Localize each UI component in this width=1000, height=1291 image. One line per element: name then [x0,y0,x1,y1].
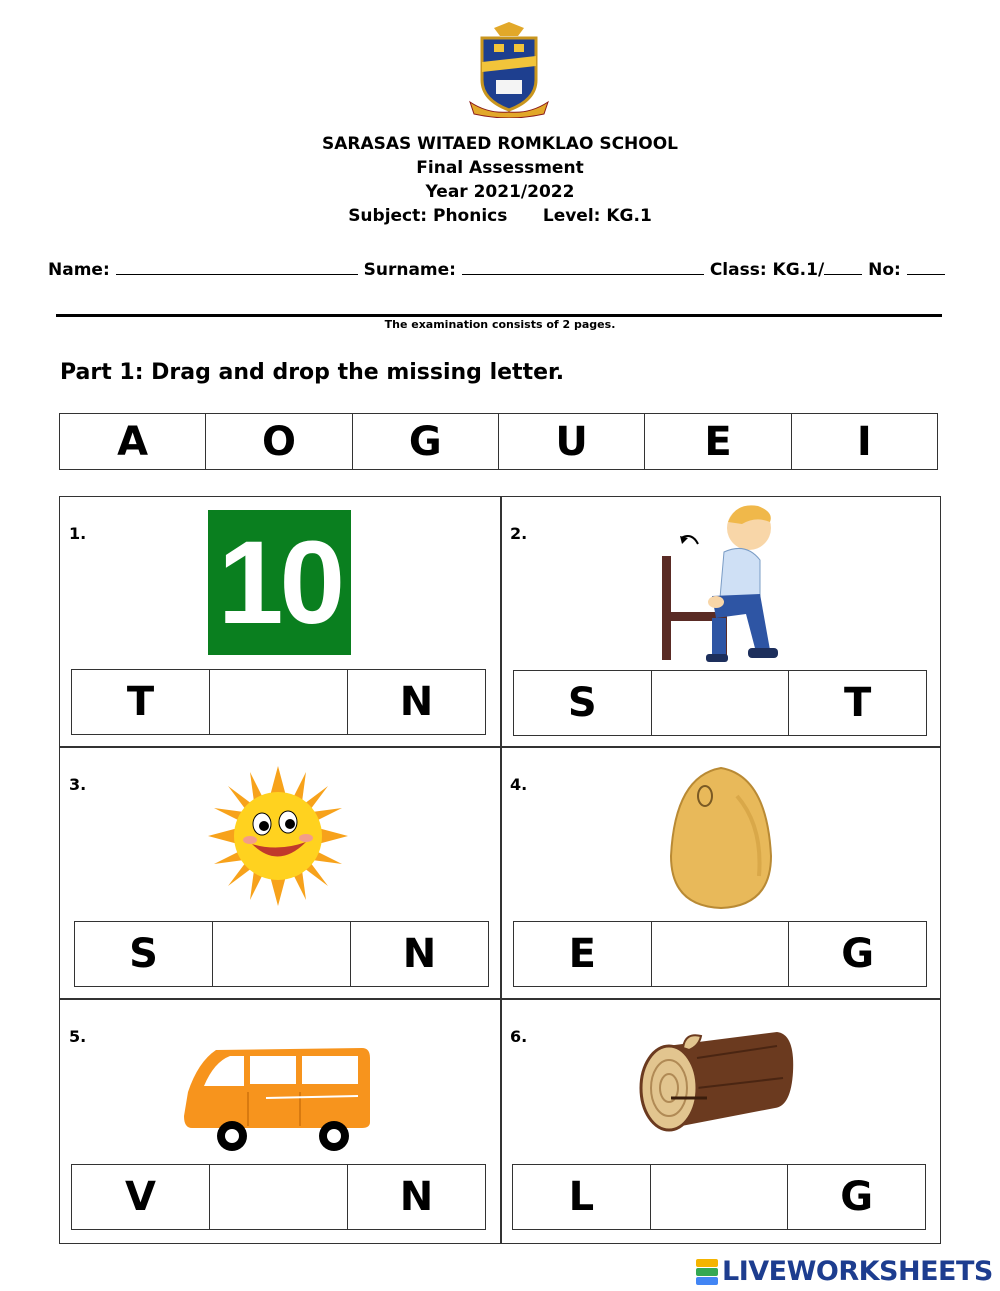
school-crest-logo [466,22,552,118]
name-label: Name [48,260,103,280]
orange-van-picture [182,1034,372,1152]
boy-sitting-picture [646,500,781,665]
missing-letter-dropzone[interactable] [210,670,348,734]
egg-picture [667,766,775,911]
surname-field[interactable] [462,260,704,275]
draggable-letter[interactable]: A [60,414,206,469]
no-label: No [868,260,895,280]
last-letter: G [840,1174,874,1220]
draggable-letter[interactable]: E [645,414,791,469]
missing-letter-dropzone[interactable] [213,922,351,986]
first-letter: T [72,670,210,734]
question-grid [59,496,941,1244]
word-box [71,1164,486,1230]
school-year: Year 2021/2022 [425,182,575,202]
class-field[interactable] [824,260,862,275]
word-box [513,670,927,736]
no-colon: : [894,260,901,280]
first-letter: S [75,922,213,986]
last-letter: N [399,1174,434,1220]
last-letter: N [402,931,437,977]
missing-letter-dropzone[interactable] [210,1165,348,1229]
part1-title: Part 1: Drag and drop the missing letter. [60,360,565,385]
draggable-letter[interactable]: I [856,418,872,465]
question-1 [60,497,500,747]
word-box [513,921,927,987]
draggable-letter[interactable]: U [499,414,645,469]
question-2 [501,497,941,747]
word-box [74,921,489,987]
assessment-title: Final Assessment [416,158,584,178]
school-name: SARASAS WITAED ROMKLAO SCHOOL [321,134,679,154]
missing-letter-dropzone[interactable] [652,671,790,735]
number-ten-picture [208,510,351,655]
question-number: 5. [69,1027,87,1046]
question-number: 2. [510,524,528,543]
last-letter: G [841,931,875,977]
letter-bank [59,413,938,470]
first-letter: V [72,1165,210,1229]
student-info-line [48,260,958,280]
number-field[interactable] [907,260,945,275]
class-value: : KG.1/ [759,260,825,280]
name-field[interactable] [116,260,358,275]
wooden-log-picture [637,1028,797,1138]
brand-name: LIVEWORKSHEETS [722,1256,993,1287]
last-letter: T [844,680,872,726]
question-5 [60,1000,500,1250]
subject-level: Subject: Phonics Level: KG.1 [348,206,652,226]
first-letter: E [514,922,652,986]
liveworksheets-logo[interactable] [696,1256,993,1287]
header-divider [56,314,942,317]
exam-note: The examination consists of 2 pages. [384,318,616,331]
exam-header [0,132,1000,228]
missing-letter-dropzone[interactable] [652,922,790,986]
question-6 [501,1000,941,1250]
missing-letter-dropzone[interactable] [651,1165,789,1229]
question-number: 3. [69,775,87,794]
question-3 [60,748,500,998]
last-letter: N [399,679,434,725]
name-colon: : [102,260,110,280]
surname-label: Surname: [363,260,456,280]
smiling-sun-picture [208,766,348,906]
first-letter: L [513,1165,651,1229]
word-box [512,1164,926,1230]
class-label: Class [709,260,760,280]
question-number: 1. [69,524,87,543]
question-number: 6. [510,1027,528,1046]
draggable-letter[interactable]: O [206,414,352,469]
question-4 [501,748,941,998]
word-box [71,669,486,735]
question-number: 4. [510,775,528,794]
first-letter: S [514,671,652,735]
draggable-letter[interactable]: G [353,414,499,469]
ten-text: 10 [217,516,342,649]
liveworksheets-mark-icon [696,1259,718,1285]
